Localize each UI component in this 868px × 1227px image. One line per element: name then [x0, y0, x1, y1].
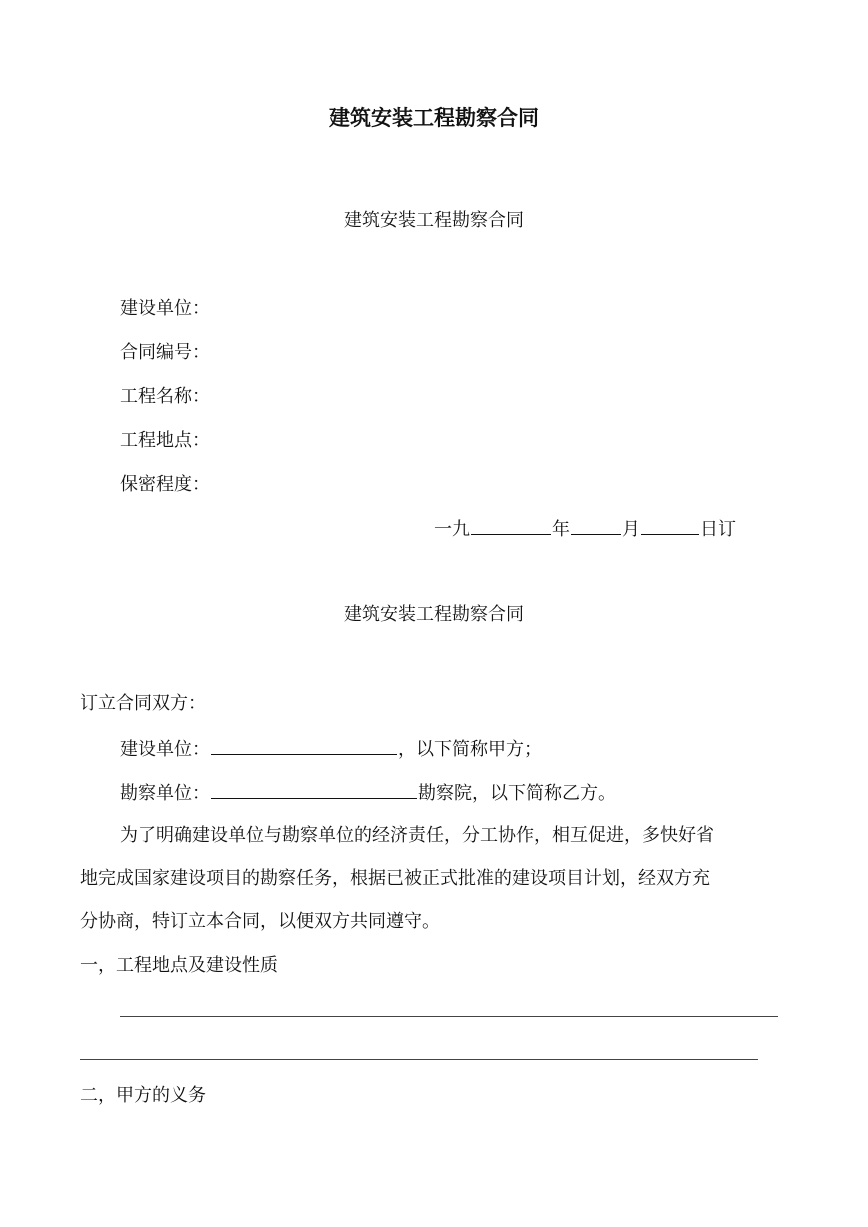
cover-field-project-location: 工程地点：: [120, 430, 210, 451]
intro-line-2: 地完成国家建设项目的勘察任务，根据已被正式批准的建设项目计划，经双方充: [80, 868, 710, 889]
fill-in-rule-1: [120, 1016, 778, 1017]
party-a-label: 建设单位：: [120, 739, 210, 760]
month-label: 月: [622, 519, 640, 540]
body-title: 建筑安装工程勘察合同: [344, 604, 524, 625]
date-prefix: 一九: [434, 519, 470, 540]
cover-field-project-name: 工程名称：: [120, 386, 210, 407]
party-a-suffix: ，以下简称甲方；: [398, 739, 542, 760]
cover-field-contract-number: 合同编号：: [120, 342, 210, 363]
party-b-blank: [211, 780, 417, 799]
cover-field-construction-unit: 建设单位：: [120, 298, 210, 319]
party-b-line: [120, 780, 616, 806]
signing-date: [434, 516, 736, 542]
parties-heading: 订立合同双方：: [80, 693, 206, 714]
year-blank: [471, 516, 551, 535]
intro-line-3: 分协商，特订立本合同，以便双方共同遵守。: [80, 911, 440, 932]
cover-title: 建筑安装工程勘察合同: [344, 210, 524, 231]
month-blank: [571, 516, 621, 535]
fill-in-rule-2: [80, 1059, 758, 1060]
section-2-heading: 二，甲方的义务: [80, 1085, 206, 1106]
day-blank: [641, 516, 699, 535]
party-a-blank: [211, 736, 397, 755]
year-label: 年: [552, 519, 570, 540]
party-a-line: [120, 736, 542, 762]
document-heading: 建筑安装工程勘察合同: [329, 106, 539, 130]
party-b-suffix: 勘察院，以下简称乙方。: [418, 783, 616, 804]
section-1-heading: 一，工程地点及建设性质: [80, 955, 278, 976]
intro-line-1: 为了明确建设单位与勘察单位的经济责任，分工协作，相互促进，多快好省: [120, 825, 714, 846]
cover-field-confidentiality: 保密程度：: [120, 474, 210, 495]
day-label: 日订: [700, 519, 736, 540]
party-b-label: 勘察单位：: [120, 783, 210, 804]
